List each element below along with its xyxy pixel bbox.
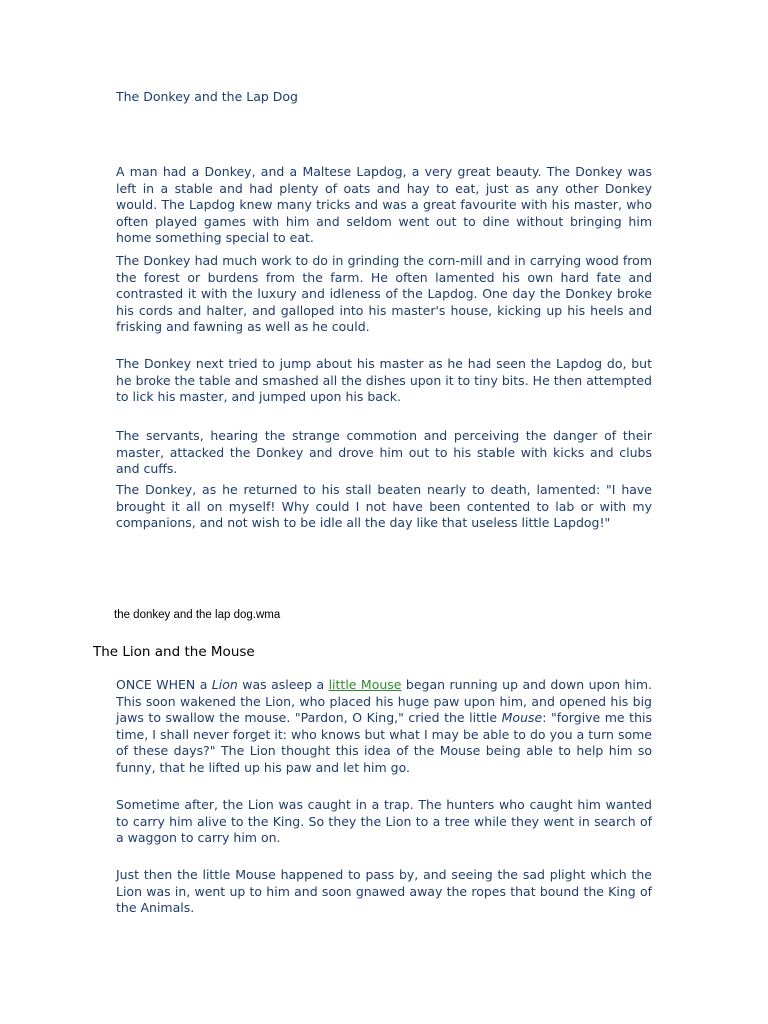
p1-text-c: began running up and down upon him. This soon wakened the Lion, who placed his huge paw upon him, and opened his big jaws to swallow the mouse. "Pardon, O King," cried the little — [116, 677, 652, 726]
story1-paragraph-3: The Donkey next tried to jump about his master as he had seen the Lapdog do, but he broke the table and smashed all the dishes upon it to tiny bits. He then attempted to lick his master, and jumped upon his back. — [116, 356, 652, 405]
story1-paragraph-4: The servants, hearing the strange commotion and perceiving the danger of their master, attacked the Donkey and drove him out to his stable with kicks and clubs and cuffs. — [116, 428, 652, 477]
story2-paragraph-2: Sometime after, the Lion was caught in a trap. The hunters who caught him wanted to carry him alive to the King. So they the Lion to a tree while they went in search of a waggon to carry him on. — [116, 797, 652, 846]
p1-text-a: ONCE WHEN a — [116, 677, 212, 692]
story1-paragraph-5: The Donkey, as he returned to his stall beaten nearly to death, lamented: "I have brought it all on myself! Why could I not have been contented to lab or with my companions, and not wish to be idle all the day like that useless little Lapdog!" — [116, 482, 652, 531]
story2-paragraph-1 — [116, 677, 652, 777]
story2-paragraph-3: Just then the little Mouse happened to pass by, and seeing the sad plight which the Lion was in, went up to him and soon gnawed away the ropes that bound the King of the Animals. — [116, 867, 652, 916]
story1-paragraph-2: The Donkey had much work to do in grinding the corn-mill and in carrying wood from the forest or burdens from the farm. He often lamented his own hard fate and contrasted it with the luxury and idleness of the Lapdog. One day the Donkey broke his cords and halter, and galloped into his master's house, kicking up his heels and frisking and fawning as well as he could. — [116, 253, 652, 335]
audio-file-link[interactable]: the donkey and the lap dog.wma — [114, 609, 281, 621]
p1-text-b: was asleep a — [237, 677, 329, 692]
p1-text-d: : "forgive me this time, I shall never forget it: who knows but what I may be able to do you a turn some of these days?" The Lion thought this idea of the Mouse being able to help him so funny, that he lifted up his paw and let him go. — [116, 710, 652, 775]
mouse-word: Mouse — [501, 710, 543, 726]
lion-word: Lion — [211, 677, 238, 692]
story2-title: The Lion and the Mouse — [93, 644, 255, 660]
little-mouse-link[interactable]: little Mouse — [328, 677, 402, 692]
story1-title: The Donkey and the Lap Dog — [116, 89, 298, 104]
story1-paragraph-1: A man had a Donkey, and a Maltese Lapdog, a very great beauty. The Donkey was left in a stable and had plenty of oats and hay to eat, just as any other Donkey would. The Lapdog knew many tricks and was a great favourite with his master, who often played games with him and seldom went out to dine without bringing him home something special to eat. — [116, 164, 652, 246]
